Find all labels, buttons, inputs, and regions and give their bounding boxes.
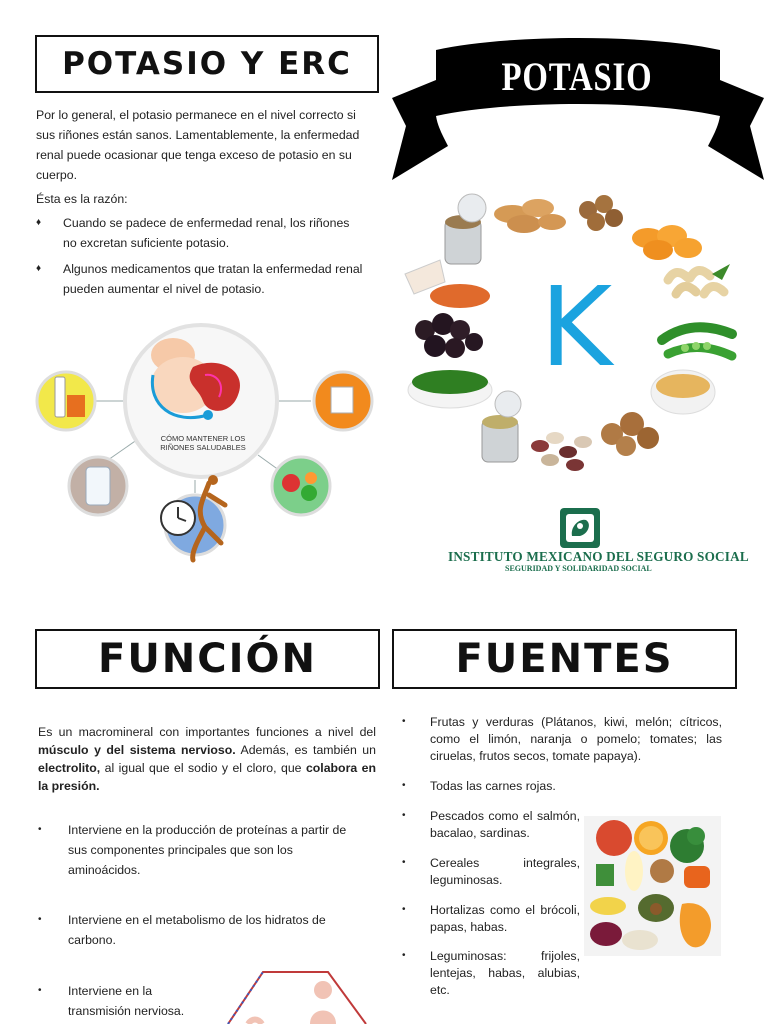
bullet-text: Todas las carnes rojas. xyxy=(430,779,556,793)
bullet-text: Cereales integrales, leguminosas. xyxy=(430,856,580,887)
bullet-icon: • xyxy=(38,914,42,925)
list-item xyxy=(402,808,580,842)
funcion-intro xyxy=(38,723,376,795)
bullet-icon: ♦ xyxy=(36,263,42,274)
bullet-icon: • xyxy=(402,810,406,821)
bullet-icon: • xyxy=(38,985,42,996)
funcion-intro-part: Además, es también un xyxy=(235,743,376,757)
funcion-intro-part: Es un macromineral con importantes funciones a nivel del xyxy=(38,725,376,739)
section-title-potasio-erc: POTASIO Y ERC xyxy=(35,35,379,93)
institution-tagline: SEGURIDAD Y SOLIDARIDAD SOCIAL xyxy=(505,564,652,573)
funcion-intro-bold: colabora en la presión. xyxy=(38,761,376,793)
bullet-icon: • xyxy=(402,716,406,727)
section-title-fuentes: FUENTES xyxy=(392,629,737,689)
list-item xyxy=(36,259,366,299)
intro-reason: Ésta es la razón: xyxy=(36,192,128,206)
list-item xyxy=(402,902,580,936)
bullet-text: Leguminosas: frijoles, lentejas, habas, alubias, etc. xyxy=(430,949,580,997)
list-item xyxy=(36,213,366,253)
funcion-intro-bold: músculo y del sistema nervioso. xyxy=(38,743,236,757)
funcion-intro-part: al igual que el sodio y el cloro, que xyxy=(100,761,306,775)
list-item xyxy=(402,778,722,795)
bullet-icon: ♦ xyxy=(36,217,42,228)
list-item xyxy=(38,981,213,1021)
potasio-erc-text xyxy=(36,105,366,305)
bullet-icon: • xyxy=(402,950,406,961)
potasio-ribbon-banner xyxy=(388,38,766,188)
ribbon-title: POTASIO xyxy=(501,54,653,99)
institution-name: INSTITUTO MEXICANO DEL SEGURO SOCIAL xyxy=(448,549,749,564)
funcion-intro-bold: electrolito, xyxy=(38,761,101,775)
intro-paragraph: Por lo general, el potasio permanece en el nivel correcto si sus riñones están sanos. Lamentablemente, la enfermedad renal puede ocasionar que tenga exceso de potasio en su cuerpo. xyxy=(36,108,360,182)
bullet-text: Interviene en la transmisión nerviosa. xyxy=(68,984,185,1018)
human-body-illustration xyxy=(218,970,368,1024)
healthy-foods-photo xyxy=(584,816,721,956)
imss-logo-icon xyxy=(558,506,602,550)
bullet-text: Frutas y verduras (Plátanos, kiwi, melón; cítricos, como el limón, naranja o pomelo; tomates; las ciruelas, frutos secos, tomate papaya). xyxy=(430,715,722,763)
bullet-icon: • xyxy=(402,904,406,915)
section-title-funcion: FUNCIÓN xyxy=(35,629,380,689)
bullet-text: Interviene en la producción de proteínas a partir de sus componentes principales que son los aminoácidos. xyxy=(68,823,347,877)
list-item xyxy=(38,820,358,880)
bullet-text: Hortalizas como el brócoli, papas, habas. xyxy=(430,903,580,934)
bullet-text: Algunos medicamentos que tratan la enfermedad renal pueden aumentar el nivel de potasio. xyxy=(63,262,363,296)
infographic-caption: CÓMO MANTENER LOS RIÑONES SALUDABLES xyxy=(160,434,246,452)
bullet-icon: • xyxy=(402,780,406,791)
bullet-text: Pescados como el salmón, bacalao, sardinas. xyxy=(430,809,580,840)
bullet-icon: • xyxy=(38,824,42,835)
bullet-text: Cuando se padece de enfermedad renal, los riñones no excretan suficiente potasio. xyxy=(63,216,350,250)
list-item xyxy=(402,948,580,999)
list-item xyxy=(402,855,580,889)
list-item xyxy=(38,910,358,950)
bullet-icon: • xyxy=(402,857,406,868)
bullet-text: Interviene en el metabolismo de los hidratos de carbono. xyxy=(68,913,326,947)
list-item xyxy=(402,714,722,765)
potassium-symbol: K xyxy=(540,263,613,391)
